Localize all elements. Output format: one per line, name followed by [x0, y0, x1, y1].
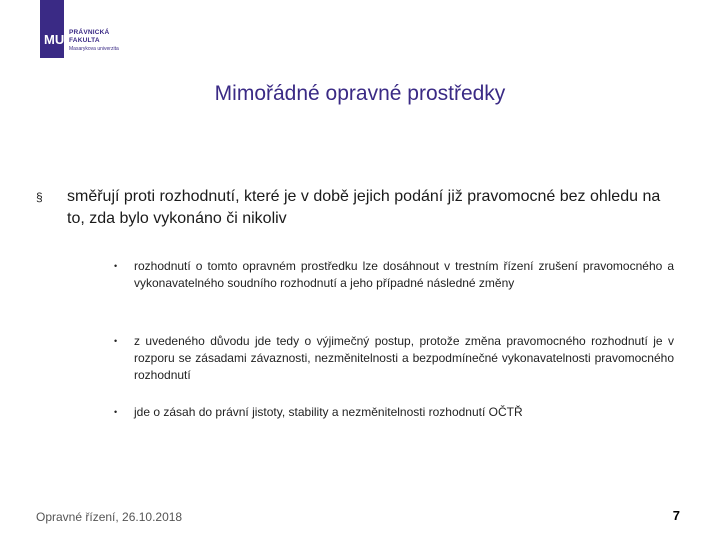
main-bullet-text: směřují proti rozhodnutí, které je v době jejich podání již pravomocné bez ohledu na to, zda bylo vykonáno či nikoliv — [67, 188, 661, 227]
sub-bullet-text: rozhodnutí o tomto opravném prostředku lze dosáhnout v trestním řízení zrušení pravomocného a vykonavatelného soudního rozhodnutí a jeho případné následné změny — [134, 259, 674, 290]
logo-line2: FAKULTA — [69, 37, 100, 44]
slide-title: Mimořádné opravné prostředky — [214, 82, 506, 105]
sub-bullet-text: jde o zásah do právní jistoty, stability a nezměnitelnosti rozhodnutí OČTŘ — [134, 405, 523, 419]
main-bullet — [36, 186, 676, 230]
bullet-dot-icon: • — [114, 261, 118, 271]
sub-bullet — [114, 333, 674, 384]
faculty-logo — [40, 0, 150, 60]
logo-bar — [40, 0, 64, 58]
section-mark-icon: § — [36, 190, 43, 204]
sub-bullet — [114, 258, 674, 292]
logo-line1: PRÁVNICKÁ — [69, 29, 110, 36]
page-number: 7 — [672, 508, 680, 523]
logo-mark: MU — [44, 32, 65, 47]
logo-line3: Masarykova univerzita — [69, 46, 119, 52]
bullet-dot-icon: • — [114, 336, 118, 346]
sub-bullet-text: z uvedeného důvodu jde tedy o výjimečný postup, protože změna pravomocného rozhodnutí je v rozporu se zásadami závaznosti, nezměnitelnosti a bezpodmínečné vykonavatelnosti pravomocného rozhodnutí — [134, 334, 674, 382]
footer-text: Opravné řízení, 26.10.2018 — [36, 510, 183, 524]
sub-bullet — [114, 404, 674, 421]
bullet-dot-icon: • — [114, 407, 118, 417]
